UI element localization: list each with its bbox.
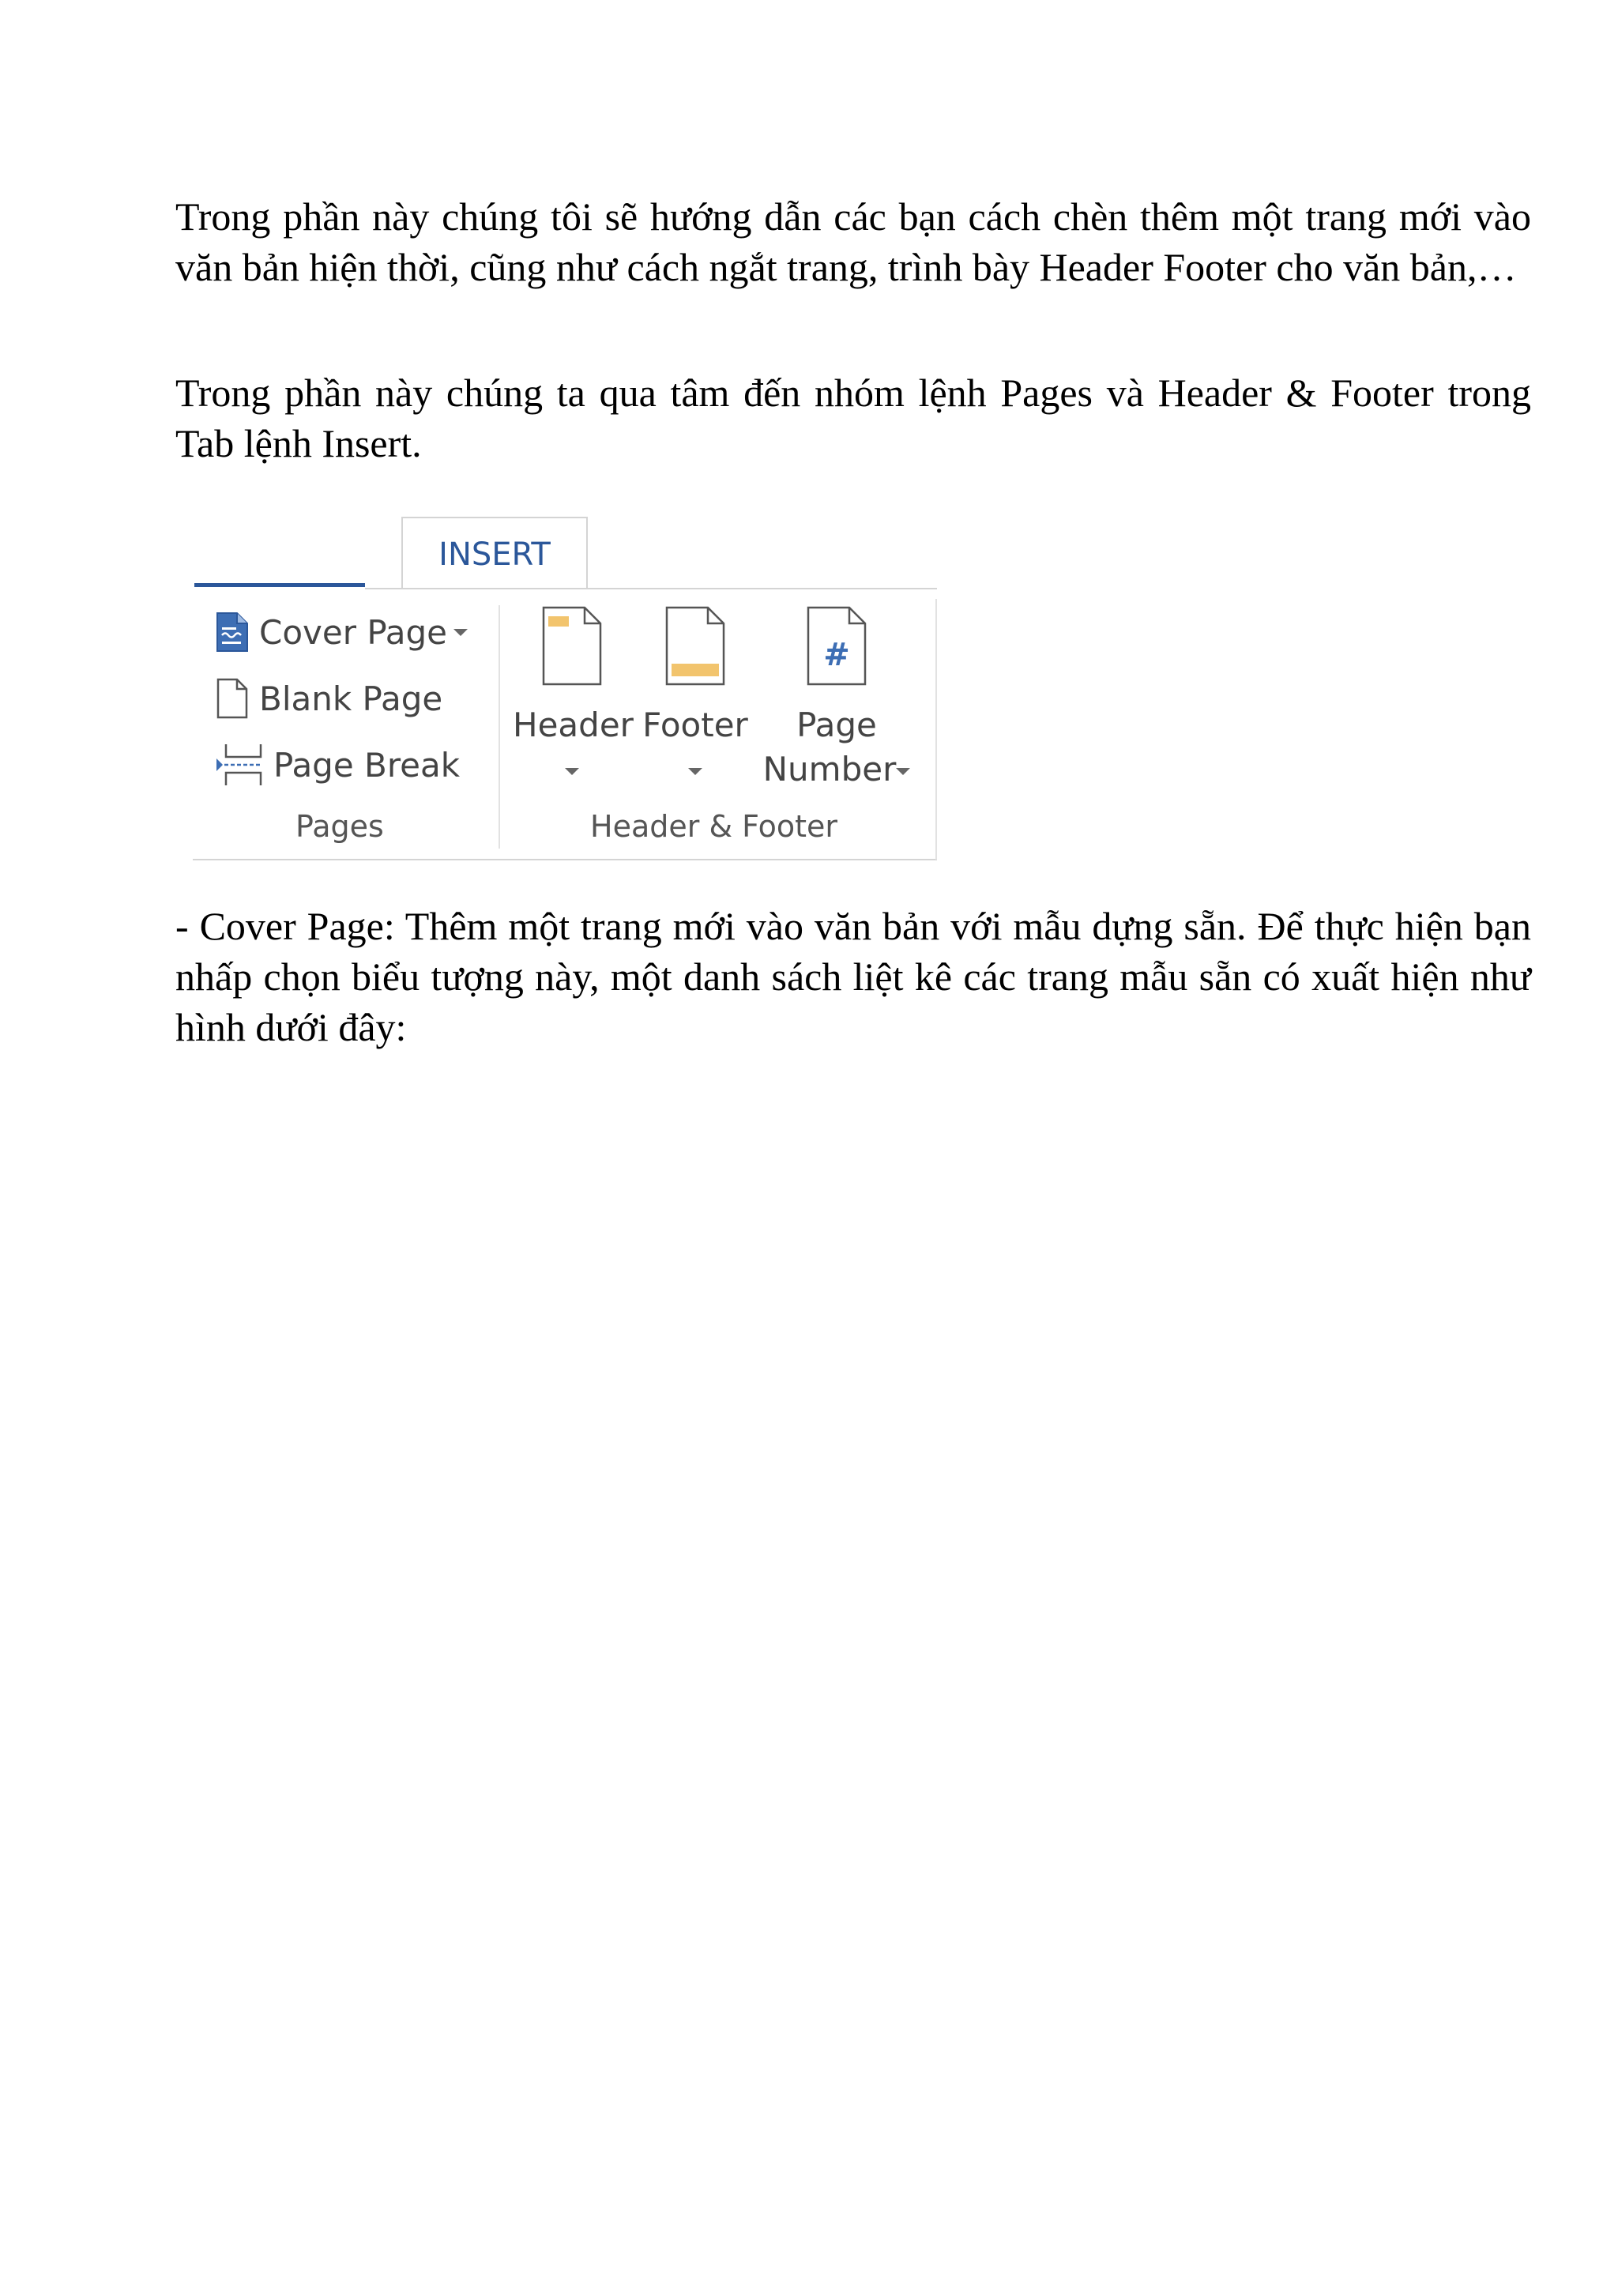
- page-number-icon: [805, 605, 868, 687]
- page-break-button[interactable]: [215, 741, 460, 789]
- page-number-label-line1: Page: [796, 706, 877, 744]
- page-number-label-line2: Number: [762, 750, 897, 789]
- group-separator: [499, 605, 500, 849]
- active-tab-underline: [194, 583, 365, 587]
- tab-insert[interactable]: INSERT: [401, 517, 588, 589]
- footer-icon: [664, 605, 727, 687]
- page-number-symbol: #: [823, 637, 850, 673]
- chevron-down-icon: [688, 768, 702, 775]
- ribbon-bottom-border: [193, 859, 937, 860]
- page-break-label: Page Break: [273, 745, 461, 785]
- command-groups-paragraph: Trong phần này chúng ta qua tâm đến nhóm lệnh Pages và Header & Footer trong Tab lệnh Insert.: [175, 371, 1531, 465]
- cover-page-description: - Cover Page: Thêm một trang mới vào văn bản với mẫu dựng sẵn. Để thực hiện bạn nhấp chọn biểu tượng này, một danh sách liệt kê các trang mẫu sẵn có xuất hiện như hình dưới đây:: [175, 904, 1531, 1049]
- cover-page-icon: [215, 612, 250, 653]
- ribbon-top-border: [365, 588, 937, 589]
- cover-page-button[interactable]: [215, 608, 468, 656]
- page-break-icon: [215, 743, 264, 787]
- insert-ribbon-screenshot: [193, 517, 937, 861]
- chevron-down-icon: [453, 629, 468, 636]
- pages-group-label: Pages: [295, 809, 384, 844]
- header-label: Header: [513, 706, 634, 744]
- chevron-down-icon: [565, 768, 579, 775]
- blank-page-icon: [215, 678, 250, 719]
- blank-page-button[interactable]: [215, 675, 442, 722]
- chevron-down-icon: [896, 768, 910, 775]
- header-footer-group-label: Header & Footer: [590, 809, 838, 844]
- header-icon: [540, 605, 604, 687]
- ribbon-right-border: [935, 599, 937, 860]
- blank-page-label: Blank Page: [259, 679, 443, 718]
- footer-button[interactable]: [640, 605, 751, 792]
- intro-paragraph: Trong phần này chúng tôi sẽ hướng dẫn các bạn cách chèn thêm một trang mới vào văn bản hiện thời, cũng như cách ngắt trang, trình bày Header Footer cho văn bản,…: [175, 194, 1531, 289]
- footer-label: Footer: [642, 706, 748, 744]
- cover-page-label: Cover Page: [259, 612, 448, 652]
- header-button[interactable]: [513, 605, 634, 792]
- page-number-button[interactable]: [754, 605, 920, 792]
